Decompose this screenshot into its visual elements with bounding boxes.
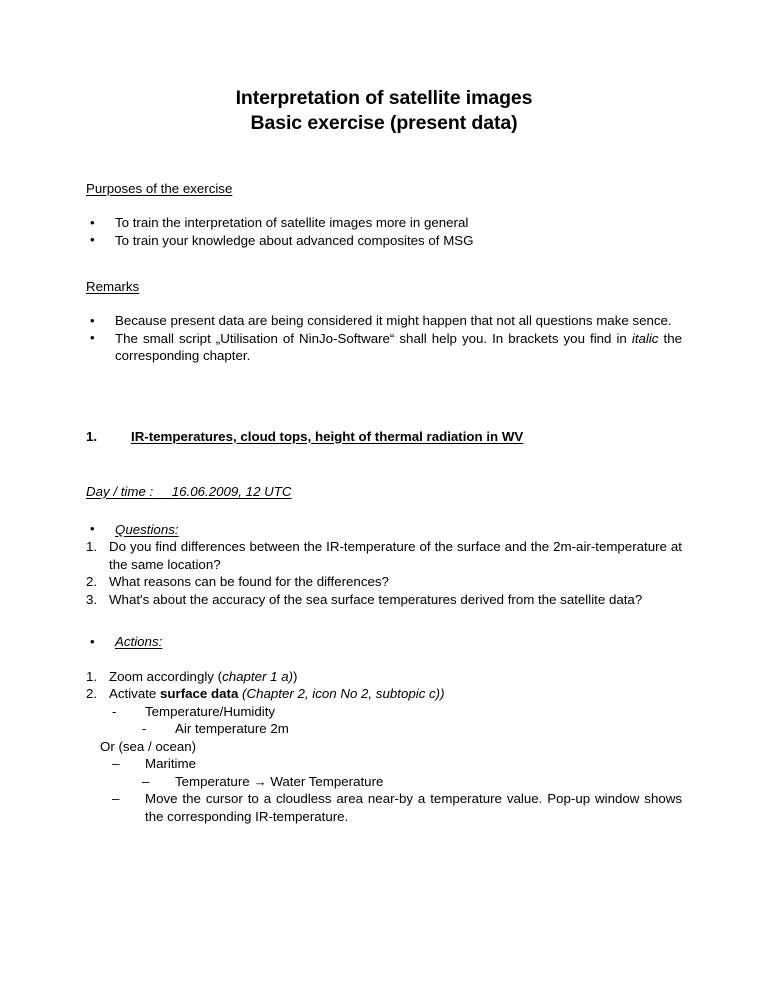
section-title: IR-temperatures, cloud tops, height of thermal radiation in WV [131, 428, 524, 444]
daytime-value: 16.06.2009, 12 UTC [171, 483, 292, 499]
purposes-list [86, 214, 682, 249]
action-2-text: Activate [109, 686, 160, 701]
action-sub-label-post: Water Temperature [266, 773, 384, 789]
title-line-1: Interpretation of satellite images [235, 87, 533, 109]
list-item: Do you find differences between the IR-temperature of the surface and the 2m-air-temperature at the same location? [109, 539, 682, 572]
dash-marker: – [112, 791, 120, 806]
daytime-row [86, 483, 682, 501]
list-item [86, 685, 682, 703]
list-item: What reasons can be found for the differences? [109, 574, 389, 589]
action-sub-air-temperature [86, 720, 682, 738]
remark-text-part-2: the corresponding chapter. [115, 330, 682, 363]
actions-bullet [86, 633, 682, 651]
action-2-chapter-ref: (Chapter 2, icon No 2, subtopic c)) [238, 686, 445, 701]
dash-marker: - [142, 721, 147, 736]
remarks-list [86, 312, 682, 365]
action-sub-water-temperature [86, 773, 682, 791]
or-sea-ocean-line: Or (sea / ocean) [100, 738, 197, 754]
title-line-2: Basic exercise (present data) [250, 112, 518, 134]
dash-marker: - [112, 703, 117, 719]
action-1-tail: ) [293, 668, 298, 684]
action-sub-label: Air temperature 2m [175, 721, 289, 736]
document-content [86, 0, 682, 825]
questions-list [86, 538, 682, 608]
action-1-chapter-ref: chapter 1 a) [222, 668, 294, 684]
daytime-label: Day / time : [86, 483, 154, 499]
actions-list [86, 668, 682, 703]
remark-text-part-1: The small script „Utilisation of NinJo-Software“ shall help you. In brackets you find in [115, 330, 632, 346]
daytime-spacer [153, 483, 171, 500]
action-1-text: Zoom accordingly ( [109, 668, 223, 684]
actions-label: Actions: [115, 634, 163, 649]
action-sub-temperature-humidity [86, 703, 682, 721]
action-sub-move-cursor [86, 790, 682, 825]
remark-italic-word: italic [631, 330, 659, 346]
list-item [86, 330, 682, 365]
purposes-heading: Purposes of the exercise [86, 181, 233, 196]
questions-bullet [86, 521, 682, 539]
action-sub-label: Move the cursor to a cloudless area near-by a temperature value. Pop-up window shows the corresponding IR-temperature. [145, 791, 682, 824]
section-number: 1. [86, 428, 98, 444]
list-item: What's about the accuracy of the sea surface temperatures derived from the satellite data? [109, 591, 643, 607]
action-2-bold-term: surface data [160, 686, 239, 701]
questions-label: Questions: [115, 521, 179, 537]
list-item [86, 521, 682, 539]
remarks-heading: Remarks [86, 279, 140, 294]
list-item [86, 633, 682, 651]
action-sub-maritime [86, 755, 682, 773]
list-item: • To train your knowledge about advanced composites of MSG [86, 232, 682, 250]
action-sub-label-pre: Temperature [175, 773, 254, 789]
action-sub-label: Temperature/Humidity [145, 703, 276, 719]
list-item [86, 668, 682, 686]
dash-marker: – [142, 773, 150, 789]
action-sub-label: Maritime [145, 756, 196, 771]
list-item: • To train the interpretation of satellite images more in general [86, 214, 682, 232]
section-1-heading [86, 428, 682, 445]
dash-marker: – [112, 756, 120, 771]
document-title [86, 0, 682, 136]
right-arrow-icon: → [253, 773, 267, 789]
list-item: • Because present data are being considered it might happen that not all questions make sence. [86, 312, 682, 330]
